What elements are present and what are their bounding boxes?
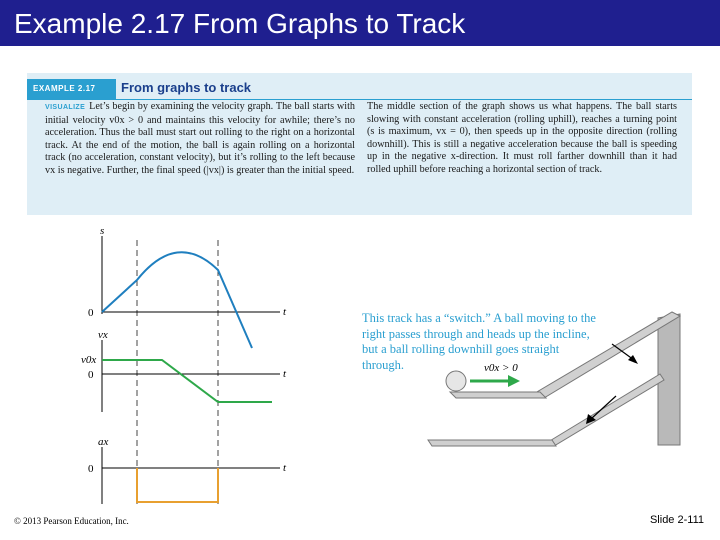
position-y-label: s	[100, 225, 105, 237]
example-header	[27, 79, 692, 99]
slide-number: Slide 2-111	[649, 514, 704, 526]
track-description: This track has a “switch.” A ball moving to the right passes through and heads up the incline, but a ball rolling downhill goes straight through.	[362, 311, 596, 372]
acceleration-curve	[137, 468, 218, 502]
upper-track	[450, 392, 546, 398]
copyright: © 2013 Pearson Education, Inc.	[14, 516, 129, 526]
velocity-x-label: t	[283, 368, 287, 380]
acceleration-y-label: ax	[98, 436, 109, 448]
visualize-label: VISUALIZE	[45, 104, 86, 111]
velocity-label: v0x > 0	[484, 362, 518, 374]
slide-title: Example 2.17 From Graphs to Track	[14, 8, 466, 39]
example-left-text: Let’s begin by examining the velocity graph. The ball starts with initial velocity v0x > 0 and maintains this velocity for awhile; there’s no acceleration. Thus the ball must start out rolling to the right on a horizontal track. At the end of the motion, the ball is again rolling on a horizontal track (no acceleration, constant velocity), but it’s rolling to the left because vx is negative. Further, the final speed (|vx|) is greater than the initial speed.	[45, 101, 355, 176]
velocity-origin-label: 0	[88, 369, 94, 381]
title-bar	[0, 0, 720, 46]
example-right-column	[367, 101, 677, 177]
track-diagram	[420, 300, 700, 455]
velocity-curve	[102, 360, 272, 402]
position-curve	[102, 252, 252, 348]
example-tag: EXAMPLE 2.17	[27, 79, 116, 99]
acceleration-x-label: t	[283, 462, 287, 474]
position-origin-label: 0	[88, 307, 94, 319]
velocity-v0-label: v0x	[81, 354, 97, 366]
position-x-label: t	[283, 306, 287, 318]
ball	[446, 371, 466, 391]
example-title: From graphs to track	[121, 80, 252, 95]
acceleration-origin-label: 0	[88, 463, 94, 475]
lower-track	[428, 440, 556, 446]
velocity-y-label: vx	[98, 329, 108, 341]
example-box	[27, 73, 692, 215]
example-right-text: The middle section of the graph shows us what happens. The ball starts slowing with constant acceleration (rolling uphill), reaches a turning point (s is maximum, vx = 0), then speeds up in the opposite direction (rolling downhill). This is still a negative acceleration because the ball is speeding up in the negative x-direction. It must roll farther downhill than it had rolled uphill before reaching a horizontal section of track.	[367, 101, 677, 175]
velocity-arrow-head	[508, 375, 520, 387]
motion-graphs	[80, 222, 300, 512]
example-left-column	[45, 101, 355, 178]
example-divider	[27, 99, 692, 100]
